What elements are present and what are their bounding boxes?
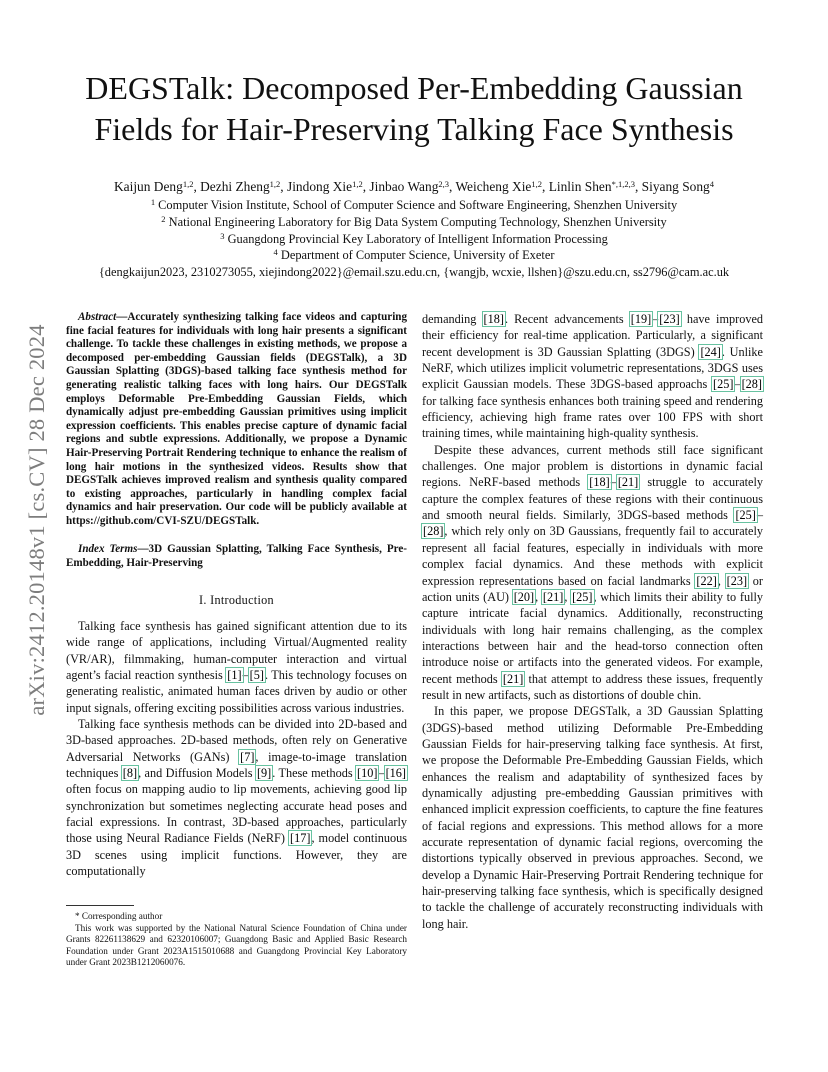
citation-link[interactable]: [21]	[502, 671, 524, 686]
affiliation-1: $^1$ Computer Vision Institute, School of Computer Science and Software Engineering, Shenzhen University	[150, 197, 678, 212]
author-name: Jindong Xie	[287, 179, 353, 194]
arxiv-id: arXiv:2412.20148v1 [cs.CV] 28 Dec 2024	[24, 324, 49, 716]
intro-right-column	[422, 311, 763, 932]
author-affiliation-marker: 1,2	[269, 179, 281, 189]
author-emails: {dengkaijun2023, 2310273055, xiejindong2022}@email.szu.edu.cn, {wangjb, wcxie, llshen}@szu.edu.cn, ss2796@cam.ac.uk	[98, 265, 730, 279]
index-terms-text: —3D Gaussian Splatting, Talking Face Synthesis, Pre-Embedding, Hair-Preserving	[66, 543, 407, 569]
affiliation-2: $^2$ National Engineering Laboratory for Big Data System Computing Technology, Shenzhen University	[161, 214, 667, 229]
paper-title	[60, 68, 768, 150]
footnotes	[66, 911, 407, 969]
body-paragraph: Talking face synthesis methods can be divided into 2D-based and 3D-based approaches. 2D-based methods, often rely on Generative Adversarial Networks (GANs) [7], image-to-image translation techniques [8], and Diffusion Models [9]. These methods [10]–[16] often focus on mapping audio to lip movements, achieving good lip synchronization but sometimes neglecting accurate head poses and facial expressions. In contrast, 3D-based approaches, particularly those using Neural Radiance Fields (NeRF) [17], model continuous 3D scenes using implicit functions. However, they are computationally	[66, 717, 407, 879]
citation-link[interactable]: [16]	[385, 766, 407, 781]
citation-link[interactable]: [18]	[589, 475, 610, 490]
affiliation-3: $^3$ Guangdong Provincial Key Laboratory of Intelligent Information Processing	[220, 231, 608, 246]
author-name: Weicheng Xie	[455, 179, 532, 194]
body-paragraph: In this paper, we propose DEGSTalk, a 3D Gaussian Splatting (3DGS)-based method utilizing Deformable Pre-Embedding Gaussian Fields for hair-preserving talking face synthesis. At first, we propose the Deformable Pre-Embedding Gaussian Fields, which enhances the realism and adaptability of synthesized faces by dynamically adjusting pre-embedding Gaussian primitives with enhanced implicit expression coefficients, to capture the fine features of facial regions and expressions. This method allows for a more accurate representation of dynamic facial regions, overcoming the distortions typically observed in previous approaches. Second, we develop a Dynamic Hair-Preserving Portrait Rendering technique for hair-preserving talking face synthesis, which is specifically designed to tackle the challenge of accurately reconstructing individuals with long hair.	[422, 704, 763, 931]
citation-link[interactable]: [5]	[249, 668, 264, 683]
citation-link[interactable]: [21]	[542, 589, 564, 604]
abstract-text: —Accurately synthesizing talking face videos and capturing fine facial features for individuals with long hair presents a significant challenge. To tackle these challenges in existing methods, we propose a decomposed per-embedding Gaussian fields (DEGSTalk), a 3D Gaussian Splatting (3DGS)-based talking face synthesis method for generating realistic talking faces with long hairs. Our DEGSTalk employs Deformable Pre-Embedding Gaussian Fields, which dynamically adjust pre-embedding Gaussian primitives using implicit expression coefficients. This enables precise capture of dynamic facial regions and subtle expressions. Additionally, we propose a Dynamic Hair-Preserving Portrait Rendering technique to enhance the realism of long hair motions in the synthesized videos. Results show that DEGSTalk achieves improved realism and synthesis quality compared to existing approaches, particularly in handling complex facial dynamics and hair preservation. Our code will be publicly available at https://github.com/CVI-SZU/DEGSTalk.	[66, 311, 407, 527]
citation-link[interactable]: [22]	[696, 573, 717, 588]
citation-link[interactable]: [28]	[741, 377, 762, 392]
author-name: Linlin Shen	[548, 179, 612, 194]
author-name: Kaijun Deng	[114, 179, 183, 194]
abstract	[66, 311, 407, 529]
citation-link[interactable]: [17]	[290, 831, 311, 846]
author-name: Jinbao Wang	[369, 179, 439, 194]
title-line-1: DEGSTalk: Decomposed Per-Embedding Gaussian	[85, 70, 743, 106]
footnote-rule	[66, 905, 134, 906]
citation-link[interactable]: [20]	[513, 589, 535, 604]
citation-link[interactable]: [25]	[735, 508, 756, 523]
citation-link[interactable]: [24]	[700, 344, 721, 359]
index-terms	[66, 543, 407, 570]
citation-link[interactable]: [1]	[227, 668, 242, 683]
citation-link[interactable]: [21]	[617, 475, 639, 490]
citation-link[interactable]: [8]	[122, 766, 138, 781]
footnote-corresponding: * Corresponding author	[75, 911, 163, 921]
body-paragraph: Talking face synthesis has gained significant attention due to its wide range of applications, including Virtual/Augmented reality (VR/AR), filmmaking, human-computer interaction and virtual agent’s facial reaction synthesis [1]–[5]. This technology focuses on generating realistic, animated human faces driven by audio or other input signals, offering exciting possibilities across various industries.	[66, 619, 407, 715]
citation-link[interactable]: [23]	[726, 573, 748, 588]
author-affiliation-marker: 1,2	[531, 179, 542, 189]
citation-link[interactable]: [23]	[659, 312, 680, 326]
author-name: Siyang Song	[641, 179, 710, 194]
title-line-2: Fields for Hair-Preserving Talking Face Synthesis	[94, 111, 734, 147]
footnote-funding: This work was supported by the National Natural Science Foundation of China under Grants 82261138629 and 62320106007; Guangdong Basic and Applied Basic Research Foundation under Grant 2023A1515010688 and Guangdong Provincial Key Laboratory under Grant 2023B1212060076.	[66, 922, 407, 968]
author-affiliation-marker: 2,3	[438, 179, 450, 189]
citation-link[interactable]: [25]	[713, 377, 734, 392]
citation-link[interactable]: [18]	[483, 312, 504, 326]
intro-left-column	[66, 618, 407, 880]
citation-link[interactable]: [25]	[572, 589, 593, 604]
author-affiliation-marker: *,1,2,3	[611, 179, 635, 189]
index-terms-label: Index Terms	[78, 543, 138, 555]
citation-link[interactable]: [7]	[240, 749, 255, 764]
citation-link[interactable]: [19]	[630, 312, 652, 326]
affiliation-4: $^4$ Department of Computer Science, University of Exeter	[273, 247, 555, 262]
author-name: Dezhi Zheng	[200, 179, 270, 194]
section-heading: I. Introduction	[199, 593, 274, 607]
author-list: Kaijun Deng$^{1,2}$, Dezhi Zheng$^{1,2}$, Jindong Xie$^{1,2}$, Jinbao Wang$^{2,3}$, Weicheng Xie$^{1,2}$, Linlin Shen$^{*,1,2,3}$, Siyang Song$^4$	[114, 179, 714, 194]
author-affiliation-marker: 1,2	[352, 179, 363, 189]
abstract-label: Abstract	[78, 311, 117, 323]
author-affiliation-marker: 1,2	[182, 179, 194, 189]
citation-link[interactable]: [9]	[256, 766, 272, 781]
citation-link[interactable]: [28]	[423, 524, 444, 539]
body-paragraph: Despite these advances, current methods still face significant challenges. One major problem is distortions in dynamic facial regions. NeRF-based methods [18]–[21] struggle to accurately capture the complex features of these regions with their continuous and smooth neural fields. Similarly, 3DGS-based methods [25]–[28], which rely only on 3D Gaussians, frequently fail to accurately represent all facial features, especially in individuals with more complex facial dynamics. And these methods with explicit expression representations based on facial landmarks [22], [23] or action units (AU) [20], [21], [25], which limits their ability to fully capture intricate facial dynamics. Additionally, reconstructing individuals with long hair remains challenging, as the complex interactions between hair and the head-torso connection often introduce noise or artifacts into the generated videos. For example, recent methods [21] that attempt to address these issues, frequently result in new artifacts, such as distortions of double chin.	[422, 442, 764, 702]
author-affiliation-marker: 4	[709, 179, 714, 189]
arxiv-watermark	[22, 283, 52, 757]
citation-link[interactable]: [10]	[357, 766, 378, 781]
body-paragraph: demanding [18]. Recent advancements [19]–[23] have improved their efficiency for real-time application. Particularly, a significant recent development is 3D Gaussian Splatting (3DGS) [24]. Unlike NeRF, which utilizes implicit volumetric representations, 3DGS uses explicit Gaussian models. These 3DGS-based approachs [25]–[28] for talking face synthesis enhances both training speed and rendering efficiency, achieving high frame rates over 100 FPS with short training times, while maintaining high-quality synthesis.	[422, 312, 763, 441]
